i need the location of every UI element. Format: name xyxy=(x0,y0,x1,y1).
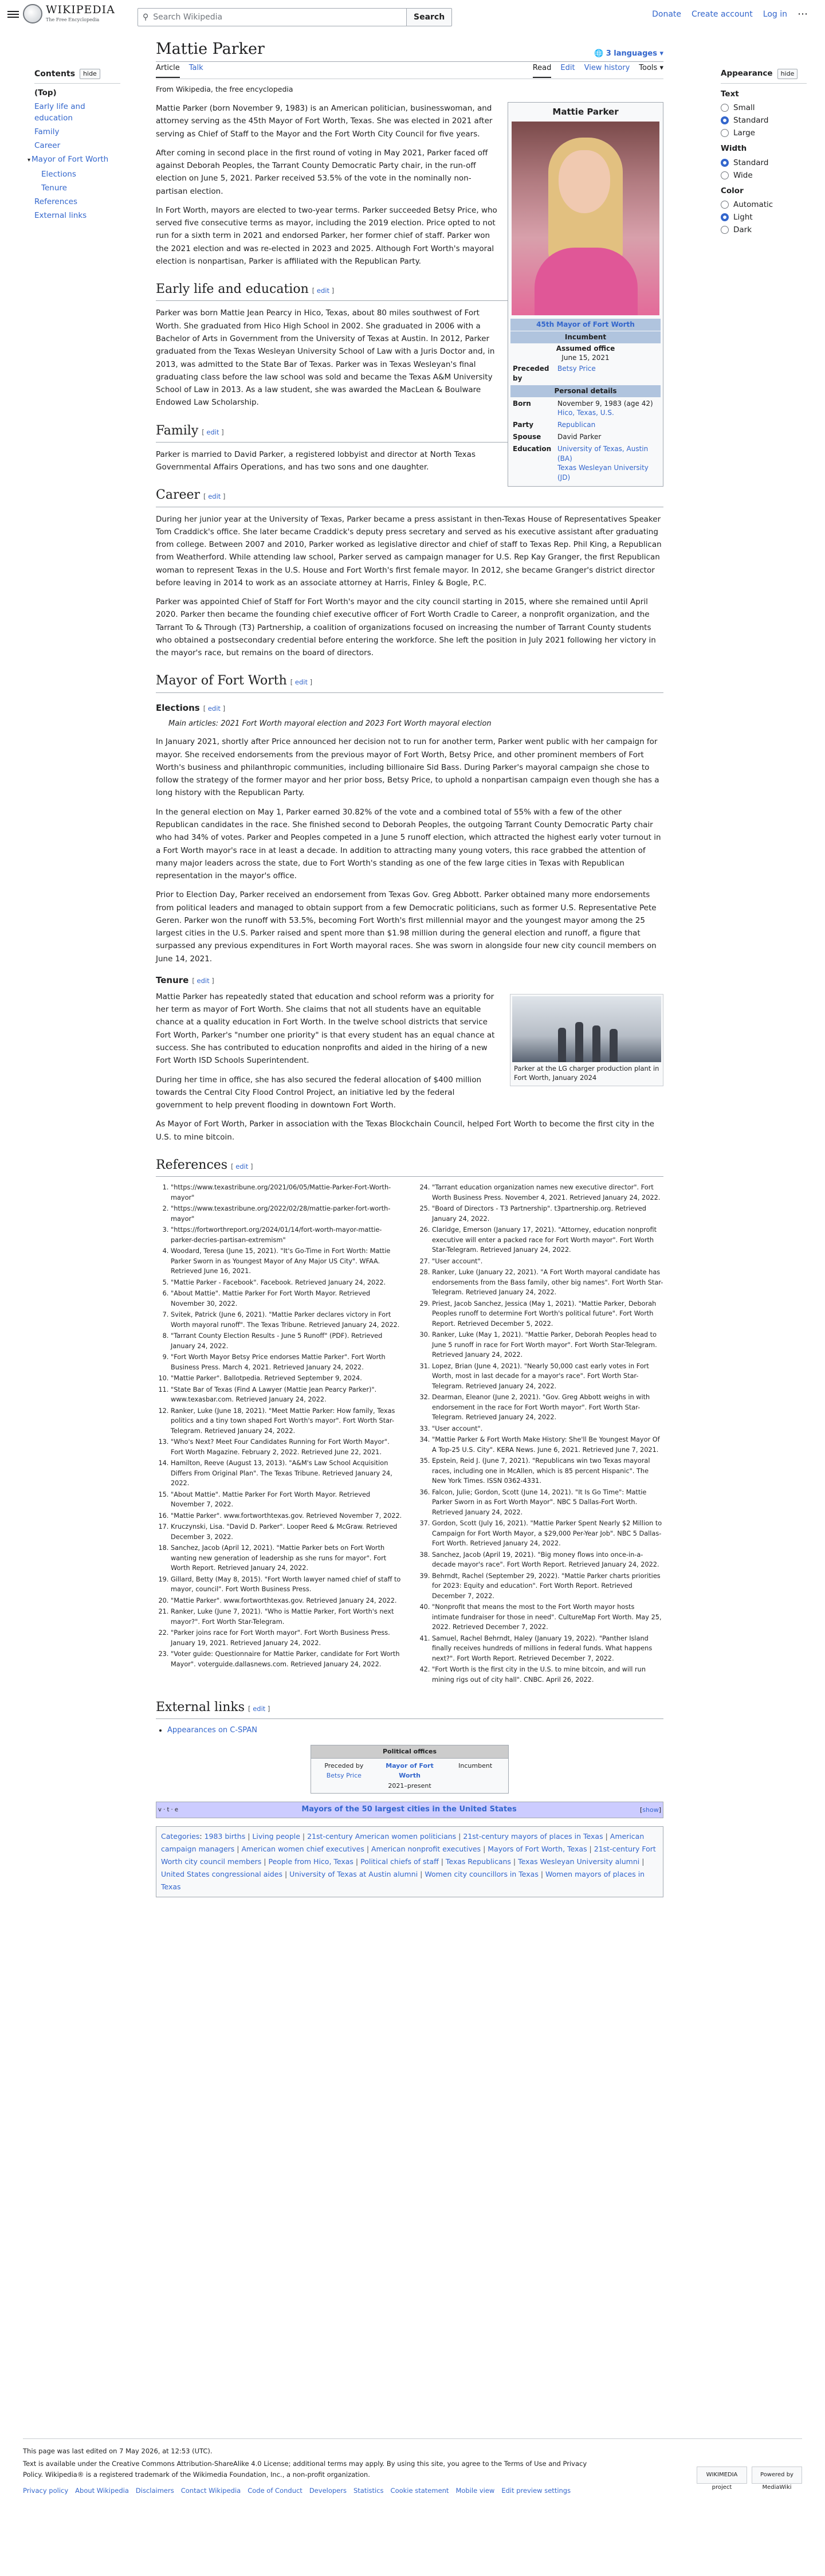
footer-link[interactable]: Privacy policy xyxy=(23,2487,69,2495)
reference-item: 27. "User account". xyxy=(432,1256,663,1267)
footer-link[interactable]: Edit preview settings xyxy=(501,2487,571,2495)
footer-link[interactable]: Code of Conduct xyxy=(247,2487,302,2495)
infobox-education-1[interactable]: University of Texas, Austin (BA) xyxy=(557,444,649,463)
search-button[interactable]: Search xyxy=(407,8,452,26)
reference-item: 42. "Fort Worth is the first city in the U.S. to mine bitcoin, and will run mining rigs out of city hall". CNBC. April 26, 2022. xyxy=(432,1665,663,1685)
category-link[interactable]: Texas Republicans xyxy=(445,1857,511,1866)
page-title: Mattie Parker xyxy=(156,40,265,58)
reference-item: 6. "About Mattie". Mattie Parker For Fort Worth Mayor. Retrieved November 30, 2022. xyxy=(171,1289,402,1309)
infobox xyxy=(508,102,663,487)
succession-status: Incumbent xyxy=(442,1758,508,1794)
globe-icon xyxy=(23,4,42,24)
reference-item: 2. "https://www.texastribune.org/2022/02/28/mattie-parker-fort-worth-mayor" xyxy=(171,1204,402,1224)
text-size-label: Text xyxy=(721,89,739,99)
reference-item: 32. Dearman, Eleanor (June 2, 2021). "Gov. Greg Abbott weighs in with endorsement in the race for Fort Worth mayor". Fort Worth Star-Telegram. Retrieved January 24, 2022. xyxy=(432,1392,663,1423)
reference-item: 7. Svitek, Patrick (June 6, 2021). "Mattie Parker declares victory in Fort Worth mayoral runoff". The Texas Tribune. Retrieved January 24, 2022. xyxy=(171,1310,402,1330)
elections-paragraph: Prior to Election Day, Parker received an endorsement from Texas Gov. Greg Abbott. Parker obtained many more endorsements from political leaders and managed to obtain support from a few Democratic politicians, such as former U.S. Representative Pete Geren. Parker won the runoff with 53.5%, becoming Fort Worth's first millennial mayor and the youngest mayor among the 25 largest cities in the U.S. Parker raised and spent more than $1.98 million during the general election and runoff, a figure that surpassed any previous expenditures in Fort Worth mayoral races. She was sworn in alongside four new city council members on June 14, 2021. xyxy=(156,890,657,964)
width-wide[interactable]: Wide xyxy=(721,170,807,181)
category-link[interactable]: Texas Wesleyan University alumni xyxy=(518,1857,640,1866)
more-options-icon[interactable]: ⋯ xyxy=(798,8,808,21)
chevron-down-icon[interactable]: ▾ xyxy=(28,157,31,164)
appearance-panel xyxy=(721,68,807,237)
toc-item-external-links[interactable]: External links xyxy=(34,211,87,221)
succession-header: Political offices xyxy=(311,1745,508,1758)
footer-links xyxy=(23,2485,802,2496)
edit-section-link[interactable]: [ edit ] xyxy=(203,492,226,501)
tab-read[interactable]: Read xyxy=(533,62,552,78)
family-paragraph: Parker is married to David Parker, a registered lobbyist and director at North Texas Governmental Affairs Operations, and has two sons and one daughter. xyxy=(156,449,476,472)
log-in-link[interactable]: Log in xyxy=(763,10,787,19)
category-link[interactable]: Mayors of Fort Worth, Texas xyxy=(488,1845,587,1854)
early-life-paragraph: Parker was born Mattie Jean Pearcy in Hico, Texas, about 80 miles southwest of Fort Worth. She graduated from Hico High School in 2002. She graduated in 2006 with a Bachelor of Arts in Government from the University of Texas at Austin. In 2012, Parker graduated from the Texas Wesleyan University School of Law with a Juris Doctor and, in 2013, was admitted to the State Bar of Texas. Parker was in Texas Wesleyan's final graduating class before the law school was sold and became the Texas A&M University School of Law in 2013. As a law student, she was awarded the MacLean & Boulware Endowed Law Scholarship. xyxy=(156,308,495,408)
category-link[interactable]: Political chiefs of staff xyxy=(360,1857,439,1866)
page-title-bar xyxy=(156,39,663,62)
color-dark[interactable]: Dark xyxy=(721,225,807,235)
category-item xyxy=(425,1870,545,1878)
elections-paragraph: In January 2021, shortly after Price announced her decision not to run for another term, Parker went public with her campaign for mayor. She received endorsements from the previous mayor of Fort Worth, Betsy Price, and other prominent members of Fort Worth's business and philanthropic communities, including billionaire Sid Bass. During Parker's mayoral campaign she chose to follow the strategy of the former mayor and her prior boss, Betsy Price, to uphold a nonpartisan campaign even though she has a long history with the Republican Party. xyxy=(156,737,659,798)
reference-item: 16. "Mattie Parker". www.fortworthtexas.gov. Retrieved November 7, 2022. xyxy=(171,1511,402,1521)
tenure-paragraph: As Mayor of Fort Worth, Parker in association with the Texas Blockchain Council, helped Fort Worth to become the first city in the U.S. to mine bitcoin. xyxy=(156,1119,654,1142)
reference-item: 28. Ranker, Luke (January 22, 2021). "A Fort Worth mayoral candidate has endorsements from the Bass family, other big names". Fort Worth Star-Telegram. Retrieved January 24, 2022. xyxy=(432,1267,663,1298)
reference-item: 17. Kruczynski, Lisa. "David D. Parker". Looper Reed & McGraw. Retrieved December 3, 2022. xyxy=(171,1522,402,1542)
license-text: Text is available under the Creative Commons Attribution-ShareAlike 4.0 License; additional terms may apply. By using this site, you agree to the Terms of Use and Privacy Policy. Wikipedia® is a registered trademark of the Wikimedia Foundation, Inc., a non-profit organization. xyxy=(23,2460,587,2479)
reference-item: 25. "Board of Directors - T3 Partnership". t3partnership.org. Retrieved January 24, 2022. xyxy=(432,1204,663,1224)
category-item xyxy=(289,1870,425,1878)
reference-item: 38. Sanchez, Jacob (April 19, 2021). "Big money flows into once-in-a-decade mayor's race". Fort Worth Report. Retrieved January 24, 2022. xyxy=(432,1550,663,1570)
mediawiki-badge[interactable]: Powered by MediaWiki xyxy=(752,2467,802,2484)
category-link[interactable]: 1983 births xyxy=(204,1832,246,1841)
appearance-hide-button[interactable]: hide xyxy=(777,69,798,79)
reference-item: 4. Woodard, Teresa (June 15, 2021). "It's Go-Time in Fort Worth: Mattie Parker Sworn in as Youngest Mayor of Any Major US City". WFAA. Retrieved June 16, 2021. xyxy=(171,1246,402,1277)
category-link[interactable]: Women mayors of places in Texas xyxy=(161,1869,645,1891)
search-form xyxy=(138,8,452,26)
category-link[interactable]: 21st-century American women politicians xyxy=(307,1832,457,1841)
thumbnail-figure xyxy=(510,994,663,1086)
edit-section-link[interactable]: [ edit ] xyxy=(192,976,214,985)
section-heading-external-links: External links [ edit ] xyxy=(156,1697,663,1719)
infobox-assumed-date: June 15, 2021 xyxy=(561,354,610,362)
category-item xyxy=(241,1845,371,1853)
reference-column xyxy=(156,1183,402,1686)
category-link[interactable]: American nonprofit executives xyxy=(371,1845,481,1854)
donate-link[interactable]: Donate xyxy=(652,10,682,19)
footer-link[interactable]: Cookie statement xyxy=(390,2487,449,2495)
subsection-heading-elections: Elections [ edit ] xyxy=(156,702,226,713)
category-link[interactable]: American women chief executives xyxy=(241,1845,364,1854)
create-account-link[interactable]: Create account xyxy=(692,10,753,19)
reference-item: 5. "Mattie Parker - Facebook". Facebook. Retrieved January 24, 2022. xyxy=(171,1278,402,1288)
category-item xyxy=(463,1832,610,1841)
reference-item: 30. Ranker, Luke (May 1, 2021). "Mattie Parker, Deborah Peoples head to June 5 runoff in race for Fort Worth mayor". Fort Worth Star-Telegram. Retrieved January 24, 2022. xyxy=(432,1330,663,1360)
last-edited: This page was last edited on 7 May 2026, at 12:53 (UTC). xyxy=(23,2447,213,2455)
page-tabs xyxy=(156,62,663,79)
reference-item: 41. Samuel, Rachel Behrndt, Haley (January 19, 2022). "Panther Island finally receives hundreds of millions in federal funds. What happens next?". Fort Worth Report. Retrieved December 7, 2022. xyxy=(432,1634,663,1664)
category-link[interactable]: University of Texas at Austin alumni xyxy=(289,1869,418,1878)
infobox-party-label: Party xyxy=(513,421,534,429)
user-tools xyxy=(652,8,808,21)
reference-item: 29. Priest, Jacob Sanchez, Jessica (May 1, 2021). "Mattie Parker, Deborah Peoples runoff to determine Fort Worth's political future". Fort Worth Report. Retrieved December 5, 2022. xyxy=(432,1299,663,1329)
width-standard[interactable]: Standard xyxy=(721,158,807,168)
toc-item-top[interactable]: (Top) xyxy=(34,88,57,98)
reference-item: 10. "Mattie Parker". Ballotpedia. Retrieved September 9, 2024. xyxy=(171,1373,402,1384)
image-caption: Parker at the LG charger production plant in Fort Worth, January 2024 xyxy=(514,1064,659,1082)
reference-item: 40. "Nonprofit that means the most to the Fort Worth mayor hosts intimate fundraiser for those in need". CultureMap Fort Worth. May 25, 2022. Retrieved December 7, 2022. xyxy=(432,1602,663,1632)
section-heading-family: Family [ edit ] xyxy=(156,421,663,443)
main-menu-button[interactable] xyxy=(6,7,21,22)
edit-section-link[interactable]: [ edit ] xyxy=(203,704,226,712)
toc-item-early-life[interactable]: Early life and education xyxy=(34,102,85,123)
reference-item: 37. Gordon, Scott (July 16, 2021). "Mattie Parker Spent Nearly $2 Million to Campaign for Fort Worth Mayor, a $29,000 Per-Year Job". NBC 5 Dallas-Fort Worth. Retrieved January 24, 2022. xyxy=(432,1518,663,1549)
category-link[interactable]: Living people xyxy=(252,1832,300,1841)
page-footer xyxy=(23,2438,802,2496)
color-automatic[interactable]: Automatic xyxy=(721,199,807,210)
infobox-office[interactable]: 45th Mayor of Fort Worth xyxy=(536,320,635,329)
reference-item: 19. Gillard, Betty (May 8, 2015). "Fort Worth lawyer named chief of staff to mayor, council". Fort Worth Business Press. xyxy=(171,1575,402,1595)
reference-item: 11. "State Bar of Texas (Find A Lawyer (Mattie Jean Pearcy Parker)". www.texasbar.com. Retrieved January 24, 2022. xyxy=(171,1385,402,1405)
appearance-heading: Appearance xyxy=(721,69,773,78)
toc-item-references[interactable]: References xyxy=(34,197,78,207)
tagline: The Free Encyclopedia xyxy=(46,17,100,22)
reference-item: 22. "Parker joins race for Fort Worth mayor". Fort Worth Business Press. January 19, 2021. Retrieved January 24, 2022. xyxy=(171,1628,402,1648)
footer-link[interactable]: Mobile view xyxy=(455,2487,495,2495)
toc-heading: Contents xyxy=(34,69,76,79)
reference-item: 24. "Tarrant education organization names new executive director". Fort Worth Business Press. November 4, 2021. Retrieved January 24, 2022. xyxy=(432,1183,663,1203)
section-heading-references: References [ edit ] xyxy=(156,1155,663,1177)
reference-item: 18. Sanchez, Jacob (April 12, 2021). "Mattie Parker bets on Fort Worth wanting new generation of leadership as she runs for mayor". Fort Worth Report. Retrieved January 24, 2022. xyxy=(171,1543,402,1573)
succession-years: 2021–present xyxy=(388,1782,431,1790)
infobox-party[interactable]: Republican xyxy=(557,421,596,429)
category-links: Categories: 1983 births | Living people | 21st-century American women politicians | 21st-century mayors of places in Texas | American campaign managers | American women chief executives | American nonprofit executives | Mayors of Fort Worth, Texas | 21st-century Fort Worth city council members | People from Hico, Texas | Political chiefs of staff | Texas Republicans | Texas Wesleyan University alumni | United States congressional aides | University of Texas at Austin alumni | Women city councillors in Texas | Women mayors of places in Texas xyxy=(156,1826,663,1897)
tenure-paragraph: Mattie Parker has repeatedly stated that education and school reform was a priority for her term as mayor of Fort Worth. She claims that not all students have an equitable chance at a quality education in Fort Worth. In the twelve school districts that service Fort Worth, Parker's "number one priority" is that every student has an equal chance at success. She has contributed to education nonprofits and aided in the hiring of a new Fort Worth ISD Schools Superintendent. xyxy=(156,992,495,1066)
category-item xyxy=(307,1832,463,1841)
reference-item: 33. "User account". xyxy=(432,1424,663,1434)
tab-edit[interactable]: Edit xyxy=(560,64,575,73)
reference-item: 21. Ranker, Luke (June 7, 2021). "Who is Mattie Parker, Fort Worth's next mayor?". Fort Worth Star-Telegram. xyxy=(171,1607,402,1627)
career-paragraph: During her junior year at the University of Texas, Parker became a press assistant in then-Texas House of Representatives Speaker Tom Craddick's office. She later became Craddick's deputy press secretary and served as his executive assistant after graduating from college. Between 2007 and 2010, Parker worked as legislative director and chief of staff to Texas Rep. Phil King, a Republican from Weatherford. While attending law school, Parker served as campaign manager for U.S. Rep Kay Granger, the first Republican woman to represent Texas in the U.S. House and Fort Worth's first female mayor. In 2012, she became Granger's district director before leaving in 2014 to work as an associate attorney at Harris, Finley & Bogle, P.C. xyxy=(156,514,662,588)
infobox-spouse-label: Spouse xyxy=(513,433,541,441)
tab-article[interactable]: Article xyxy=(156,62,180,78)
wikimedia-badge[interactable]: WIKIMEDIA project xyxy=(697,2467,747,2484)
edit-section-link[interactable]: [ edit ] xyxy=(290,678,313,687)
category-link[interactable]: Women city councillors in Texas xyxy=(425,1869,539,1878)
navbox-title[interactable]: Mayors of the 50 largest cities in the United States xyxy=(301,1805,517,1814)
tenure-paragraph: During her time in office, she has also secured the federal allocation of $400 million towards the Central City Flood Control Project, an initiative led by the federal government to help prevent flooding in downtown Fort Worth. xyxy=(156,1075,482,1110)
infobox-preceded-label: Preceded by xyxy=(513,365,549,383)
succession-office-link[interactable]: Mayor of Fort Worth xyxy=(386,1761,434,1780)
reference-item: 3. "https://fortworthreport.org/2024/01/14/fort-worth-mayor-mattie-parker-decries-partisan-extremism" xyxy=(171,1225,402,1245)
subsection-heading-tenure: Tenure [ edit ] xyxy=(156,974,214,985)
infobox-status: Incumbent xyxy=(510,331,661,343)
portrait-image[interactable] xyxy=(512,122,659,315)
navbox xyxy=(156,1802,663,1818)
text-size-standard[interactable]: Standard xyxy=(721,115,807,126)
tab-tools[interactable]: Tools ▾ xyxy=(639,64,663,73)
article-content xyxy=(156,39,663,1897)
infobox-assumed-label: Assumed office xyxy=(556,344,615,353)
category-link[interactable]: 21st-century Fort Worth city council members xyxy=(161,1845,656,1866)
language-selector[interactable]: 🌐 3 languages ▾ xyxy=(594,49,663,58)
infobox-born: November 9, 1983 (age 42) xyxy=(557,399,653,408)
lg-plant-photo[interactable] xyxy=(512,996,661,1062)
edit-section-link[interactable]: [ edit ] xyxy=(248,1705,270,1713)
toc-hide-button[interactable]: hide xyxy=(80,69,100,79)
toc-item-family[interactable]: Family xyxy=(34,127,60,137)
categories-label[interactable]: Categories xyxy=(161,1832,200,1841)
tab-talk[interactable]: Talk xyxy=(188,64,203,73)
text-size-large[interactable]: Large xyxy=(721,128,807,138)
lead-paragraph: After coming in second place in the first round of voting in May 2021, Parker faced off against Deborah Peoples, the Tarrant County Democratic Party chair, in the run-off election on June 5, 2021. Parker received 53.5% of the vote in the nominally non-partisan election. xyxy=(156,148,488,196)
toc-item-mayor[interactable]: Mayor of Fort Worth xyxy=(32,155,109,165)
category-link[interactable]: American campaign managers xyxy=(161,1832,645,1854)
category-item xyxy=(161,1870,289,1878)
color-label: Color xyxy=(721,186,744,195)
edit-section-link[interactable]: [ edit ] xyxy=(202,428,224,436)
infobox-education-2[interactable]: Texas Wesleyan University (JD) xyxy=(557,464,649,482)
reference-item: 23. "Voter guide: Questionnaire for Mattie Parker, candidate for Fort Worth Mayor". voterguide.dallasnews.com. Retrieved January 24, 2022. xyxy=(171,1649,402,1669)
hatnote: Main articles: 2021 Fort Worth mayoral election and 2023 Fort Worth mayoral election xyxy=(168,719,492,728)
preceded-by-label: Preceded by xyxy=(324,1761,364,1769)
reference-item: 15. "About Mattie". Mattie Parker For Fort Worth Mayor. Retrieved November 7, 2022. xyxy=(171,1490,402,1510)
reference-item: 26. Claridge, Emerson (January 17, 2021). "Attorney, education nonprofit executive will enter a packed race for Fort Worth mayor". Fort Worth Star-Telegram. Retrieved January 24, 2022. xyxy=(432,1225,663,1255)
succession-box xyxy=(311,1745,509,1794)
reference-list xyxy=(156,1183,663,1686)
external-link-cspan[interactable]: Appearances on C-SPAN xyxy=(167,1726,257,1735)
category-link[interactable]: United States congressional aides xyxy=(161,1869,282,1878)
category-item xyxy=(252,1832,307,1841)
text-size-small[interactable]: Small xyxy=(721,103,807,113)
infobox-education-label: Education xyxy=(513,444,552,453)
search-icon: ⚲ xyxy=(143,12,149,22)
footer-link[interactable]: Statistics xyxy=(353,2487,384,2495)
reference-item: 20. "Mattie Parker". www.fortworthtexas.gov. Retrieved January 24, 2022. xyxy=(171,1596,402,1606)
reference-item: 13. "Who's Next? Meet Four Candidates Running for Fort Worth Mayor". Fort Worth Magazine. February 2, 2022. Retrieved June 22, 2021. xyxy=(171,1437,402,1457)
reference-item: 1. "https://www.texastribune.org/2021/06/05/Mattie-Parker-Fort-Worth-mayor" xyxy=(171,1183,402,1203)
preceded-by-link[interactable]: Betsy Price xyxy=(326,1772,362,1780)
reference-item: 9. "Fort Worth Mayor Betsy Price endorses Mattie Parker". Fort Worth Business Press. March 4, 2021. Retrieved January 24, 2022. xyxy=(171,1352,402,1372)
site-header xyxy=(0,0,825,29)
translate-icon: 🌐 xyxy=(594,49,606,58)
reference-item: 35. Epstein, Reid J. (June 7, 2021). "Republicans win two Texas mayoral races, including one in McAllen, which is 85 percent Hispanic". The New York Times. ISSN 0362-4331. xyxy=(432,1456,663,1486)
infobox-spouse: David Parker xyxy=(557,433,602,441)
category-item xyxy=(205,1832,253,1841)
category-link[interactable]: 21st-century mayors of places in Texas xyxy=(463,1832,603,1841)
footer-link[interactable]: Developers xyxy=(309,2487,347,2495)
wordmark: WIKIPEDIA xyxy=(46,3,115,16)
category-link[interactable]: People from Hico, Texas xyxy=(268,1857,353,1866)
reference-item: 14. Hamilton, Reeve (August 13, 2013). "A&M's Law School Acquisition Differs From Original Plan". The Texas Tribune. Retrieved January 24, 2022. xyxy=(171,1458,402,1489)
category-item xyxy=(488,1845,594,1853)
infobox-preceded-link[interactable]: Betsy Price xyxy=(557,365,596,373)
infobox-personal-header: Personal details xyxy=(510,385,661,397)
category-item xyxy=(268,1857,360,1866)
reference-column xyxy=(417,1183,663,1686)
toc-item-elections[interactable]: Elections xyxy=(41,170,76,179)
edit-section-link[interactable]: [ edit ] xyxy=(231,1162,253,1170)
career-paragraph: Parker was appointed Chief of Staff for Fort Worth's mayor and the city council starting in 2015, where she remained until April 2020. Parker then became the founding chief executive officer of Fort Worth Cradle to Career, a nonprofit organization, and the Tarrant To & Through (T3) Partnership, a coalition of organizations focused on increasing the number of Tarrant County students who obtained a postsecondary credential before entering the workforce. She left the position in July 2021 following her victory in the mayor's race, but remains on the board of directors. xyxy=(156,597,656,658)
section-heading-career: Career [ edit ] xyxy=(156,485,663,507)
lead-paragraph: In Fort Worth, mayors are elected to two-year terms. Parker succeeded Betsy Price, who served five consecutive terms as mayor, including the 2019 election. Price opted to not run for a sixth term in 2021 and endorsed Parker, her former chief of staff. Parker won the 2021 election and was re-elected in 2023 and 2025. Although Fort Worth's mayoral election is nonpartisan, Parker is affiliated with the Republican Party. xyxy=(156,205,497,267)
reference-item: 31. Lopez, Brian (June 4, 2021). "Nearly 50,000 cast early votes in Fort Worth, most in last decade for a mayor's race". Fort Worth Star-Telegram. Retrieved January 24, 2022. xyxy=(432,1361,663,1392)
infobox-born-label: Born xyxy=(513,399,531,408)
toc-item-tenure[interactable]: Tenure xyxy=(41,183,67,193)
category-item xyxy=(360,1857,446,1866)
width-label: Width xyxy=(721,144,747,154)
elections-paragraph: In the general election on May 1, Parker earned 30.82% of the vote and a combined total of 55% with a few of the other Republican candidates in the race. She finished second to Deborah Peoples, the outgoing Tarrant County Democratic Party chair who had 34% of votes. Parker and Peoples competed in a June 5 runoff election, which attracted the highest early voter turnout in a Fort Worth mayor's race in at least a decade. In addition to attracting many young voters, this race grabbed the attention of many major leaders across the state, due to Fort Worth's standing as one of the few large cities in Texas with Republican representation in the mayor's office. xyxy=(156,807,661,881)
infobox-birthplace[interactable]: Hico, Texas, U.S. xyxy=(557,409,614,417)
infobox-title: Mattie Parker xyxy=(552,107,619,118)
reference-item: 39. Behrndt, Rachel (September 29, 2022). "Mattie Parker charts priorities for 2023: Equity and education". Fort Worth Report. Retrieved December 7, 2022. xyxy=(432,1571,663,1602)
category-item xyxy=(518,1857,644,1866)
reference-item: 12. Ranker, Luke (June 18, 2021). "Meet Mattie Parker: How family, Texas politics and a tiny town shaped Fort Worth's mayor". Fort Worth Star-Telegram. Retrieved January 24, 2022. xyxy=(171,1406,402,1436)
tab-view-history[interactable]: View history xyxy=(584,64,630,73)
search-input[interactable]: ⚲ Search Wikipedia xyxy=(138,8,407,26)
navbox-show-button[interactable]: [show] xyxy=(639,1806,661,1814)
table-of-contents xyxy=(28,68,120,224)
footer-link[interactable]: Contact Wikipedia xyxy=(180,2487,241,2495)
footer-link[interactable]: Disclaimers xyxy=(135,2487,174,2495)
toc-item-career[interactable]: Career xyxy=(34,141,61,151)
category-item xyxy=(371,1845,488,1853)
section-heading-mayor: Mayor of Fort Worth [ edit ] xyxy=(156,671,663,692)
navbox-vte[interactable]: v · t · e xyxy=(158,1806,179,1813)
color-light[interactable]: Light xyxy=(721,212,807,222)
reference-item: 34. "Mattie Parker & Fort Worth Make History: She'll Be Youngest Mayor Of A Top-25 U.S. City". KERA News. June 6, 2021. Retrieved June 7, 2021. xyxy=(432,1435,663,1455)
edit-section-link[interactable]: [ edit ] xyxy=(312,287,335,295)
category-item xyxy=(446,1857,518,1866)
category-list xyxy=(161,1832,656,1891)
reference-item: 36. Falcon, Julie; Gordon, Scott (June 14, 2021). "It Is Go Time": Mattie Parker Sworn in as Fort Worth Mayor". NBC 5 Dallas-Fort Worth. Retrieved January 24, 2022. xyxy=(432,1487,663,1518)
lead-paragraph: Mattie Parker (born November 9, 1983) is an American politician, businesswoman, and attorney serving as the 45th Mayor of Fort Worth, Texas. She was elected in 2021 after serving as Chief of Staff to the Mayor and the Fort Worth City Council for five years. xyxy=(156,104,493,139)
footer-link[interactable]: About Wikipedia xyxy=(75,2487,129,2495)
wikipedia-logo[interactable] xyxy=(23,4,115,24)
reference-item: 8. "Tarrant County Election Results - June 5 Runoff" (PDF). Retrieved January 24, 2022. xyxy=(171,1331,402,1351)
section-heading-early-life: Early life and education [ edit ] xyxy=(156,279,663,301)
site-subtitle: From Wikipedia, the free encyclopedia xyxy=(156,85,293,94)
